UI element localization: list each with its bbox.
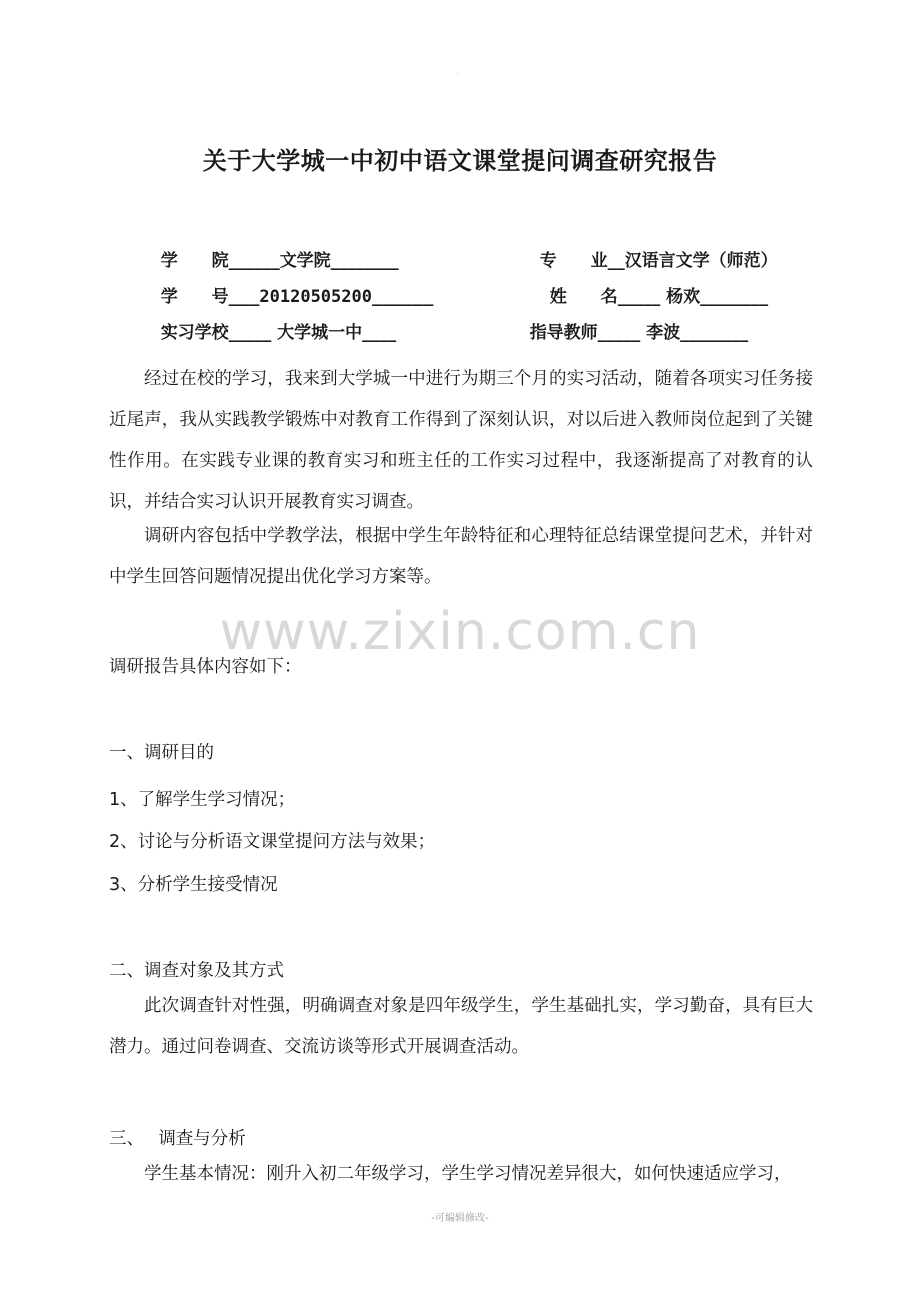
section-2-body: 此次调查针对性强，明确调查对象是四年级学生，学生基础扎实，学习勤奋，具有巨大潜力。通过问卷调查、交流访谈等形式开展调查活动。: [109, 996, 813, 1057]
student-id-label: 学 号: [160, 287, 229, 307]
section-1-item-3: 3、分析学生接受情况: [109, 875, 278, 895]
school-field: [137, 298, 396, 363]
school-value: _____ 大学城一中____: [228, 323, 397, 343]
student-id-value: ___20120505200______: [228, 287, 434, 307]
major-value: __汉语言文学（师范）: [607, 251, 778, 271]
mentor-label: 指导教师: [529, 323, 598, 343]
section-1-heading: 一、调研目的: [109, 743, 214, 763]
page-footer: -可编辑修改-: [431, 1213, 489, 1224]
watermark: www.zixin.com.cn: [219, 602, 701, 662]
section-1-item-1: 1、了解学生学习情况；: [109, 790, 296, 810]
mentor-field: [506, 298, 748, 363]
paragraph-intro: 经过在校的学习，我来到大学城一中进行为期三个月的实习活动，随着各项实习任务接近尾声，我从实践教学锻炼中对教育工作得到了深刻认识，对以后进入教师岗位起到了关键性作用。在实践专业课的教育实习和班主任的工作实习过程中，我逐渐提高了对教育的认识，并结合实习认识开展教育实习调查。: [109, 369, 813, 512]
mentor-value: _____ 李波________: [597, 323, 749, 343]
report-intro-line: 调研报告具体内容如下：: [109, 657, 302, 677]
name-value: _____ 杨欢________: [617, 287, 769, 307]
section-3-heading: 三、 调查与分析: [109, 1129, 246, 1149]
major-label: 专 业: [539, 251, 608, 271]
college-label: 学 院: [160, 251, 229, 271]
section-1-item-2: 2、讨论与分析语文课堂提问方法与效果；: [109, 832, 436, 852]
paragraph-scope: 调研内容包括中学教学法，根据中学生年龄特征和心理特征总结课堂提问艺术，并针对中学生回答问题情况提出优化学习方案等。: [109, 526, 813, 587]
section-3-body: 学生基本情况：刚升入初二年级学习，学生学习情况差异很大，如何快速适应学习，: [144, 1164, 792, 1184]
school-label: 实习学校: [160, 323, 229, 343]
report-title: 关于大学城一中初中语文课堂提问调查研究报告: [202, 147, 718, 175]
header-dot: ·: [456, 70, 459, 79]
college-value: ______文学院________: [228, 251, 399, 271]
section-2-heading: 二、调查对象及其方式: [109, 961, 284, 981]
name-label: 姓 名: [549, 287, 618, 307]
